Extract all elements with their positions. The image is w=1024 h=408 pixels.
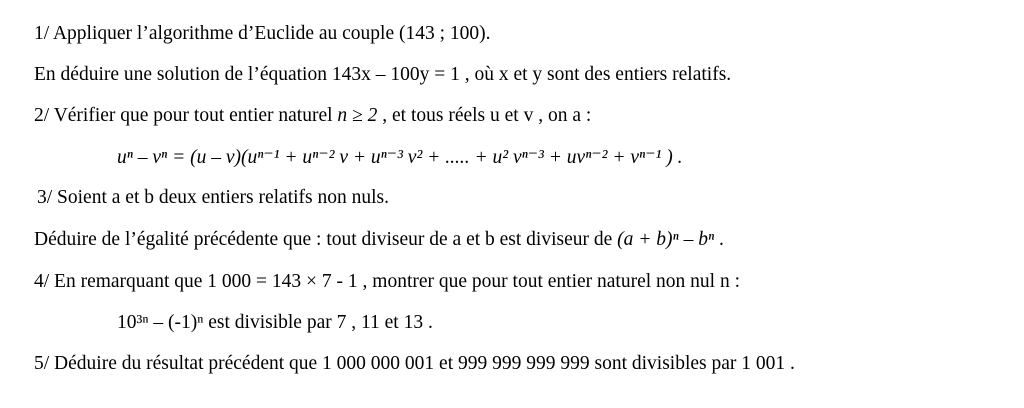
- q2-suffix: , et tous réels u et v , on a :: [377, 105, 592, 126]
- q5-text: 5/ Déduire du résultat précédent que 1 000 000 001 et 999 999 999 999 sont divisibles par 1 001 .: [34, 353, 795, 374]
- q4-expression: 10³ⁿ – (-1)ⁿ: [117, 312, 204, 333]
- question-2-statement: [34, 104, 591, 128]
- question-4-divisibility: [117, 311, 433, 335]
- q1-text: 1/ Appliquer l’algorithme d’Euclide au couple (143 ; 100).: [34, 23, 491, 44]
- q4-divisibility-text: est divisible par 7 , 11 et 13 .: [203, 312, 433, 333]
- question-2-formula: [117, 146, 682, 170]
- q1-equation: 143x – 100y = 1: [331, 64, 460, 85]
- q2-prefix: 2/ Vérifier que pour tout entier naturel: [34, 105, 338, 126]
- q2-condition: n ≥ 2: [337, 105, 378, 126]
- q1-deduce-suffix: , où x et y sont des entiers relatifs.: [459, 64, 732, 85]
- question-1-statement: [34, 22, 491, 46]
- q4-equation: 1 000 = 143 × 7 - 1: [207, 271, 358, 292]
- q4-prefix: 4/ En remarquant que: [34, 271, 208, 292]
- q3-deduce-prefix: Déduire de l’égalité précédente que : tout diviseur de a et b est diviseur de: [34, 229, 618, 250]
- question-4-statement: [34, 270, 740, 294]
- q1-deduce-prefix: En déduire une solution de l’équation: [34, 64, 332, 85]
- q4-suffix: , montrer que pour tout entier naturel non nul n :: [357, 271, 740, 292]
- q3-deduce-suffix: .: [714, 229, 724, 250]
- question-3-statement: [37, 186, 389, 210]
- q3-expression: (a + b)ⁿ – bⁿ: [617, 229, 715, 250]
- question-1-deduce-line: [34, 63, 731, 87]
- question-5-statement: [34, 352, 795, 376]
- q2-formula-text: uⁿ – vⁿ = (u – v)(uⁿ⁻¹ + uⁿ⁻² v + uⁿ⁻³ v² + ..... + u² vⁿ⁻³ + uvⁿ⁻² + vⁿ⁻¹ ) .: [117, 147, 683, 168]
- question-3-deduce-line: [34, 228, 724, 252]
- q3-text: 3/ Soient a et b deux entiers relatifs non nuls.: [37, 187, 390, 208]
